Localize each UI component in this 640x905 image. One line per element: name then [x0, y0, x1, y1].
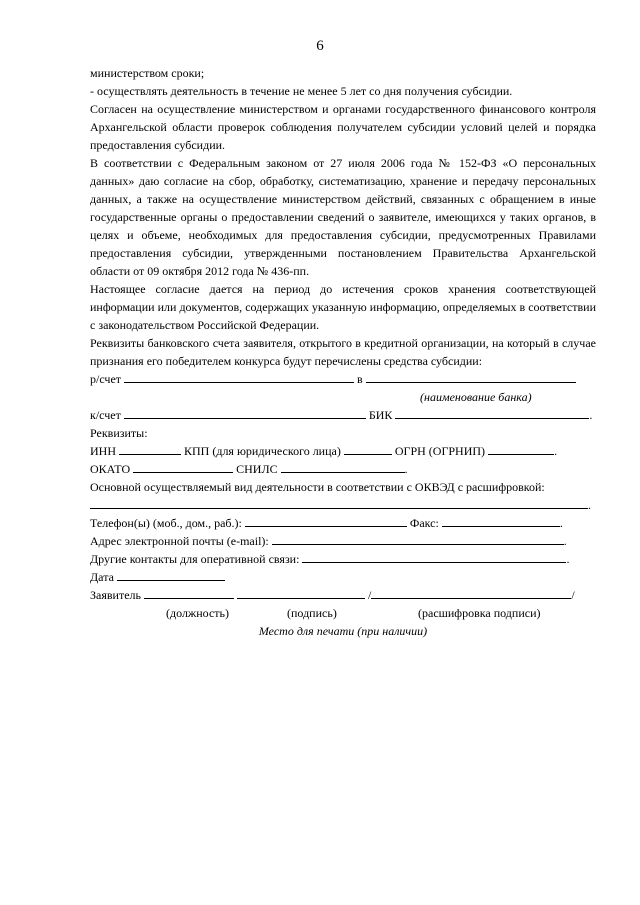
rs-label: р/счет	[90, 372, 122, 386]
ks-label: к/счет	[90, 408, 121, 422]
snils-label: СНИЛС	[236, 462, 278, 476]
rs-field[interactable]	[124, 370, 354, 383]
decoding-caption: (расшифровка подписи)	[418, 606, 541, 620]
email-label: Адрес электронной почты (e-mail):	[90, 534, 269, 548]
okato-row: ОКАТО СНИЛС .	[90, 462, 408, 476]
inn-row: ИНН КПП (для юридического лица) ОГРН (ОГРНИП) .	[90, 444, 558, 458]
paragraph: министерством сроки;	[90, 66, 205, 80]
paragraph: В соответствии с Федеральным законом от 27 июля 2006 года № 152-ФЗ «О персональных данных» даю согласие на сбор, обработку, систематизацию, хранение и передачу персональных данных, а также на осуществление министерством действий, связанных с обращением в иные государственные органы о предоставлении сведений о заявителе, имеющихся у таких органов, в целях и объеме, необходимых для предоставления субсидии, предусмотренных Правилами предоставления субсидии, утвержденными постановлением Правительства Архангельской области от 09 октября 2012 года № 436-пп.	[90, 156, 596, 278]
date-field[interactable]	[117, 568, 225, 581]
okved-label: Основной осуществляемый вид деятельности в соответствии с ОКВЭД с расшифровкой:	[90, 480, 545, 494]
email-field[interactable]	[272, 532, 564, 545]
contacts-field[interactable]	[302, 550, 566, 563]
applicant-label: Заявитель	[90, 588, 141, 602]
contacts-label: Другие контакты для оперативной связи:	[90, 552, 300, 566]
ks-row: к/счет БИК .	[90, 408, 593, 422]
inn-field[interactable]	[119, 442, 181, 455]
paragraph: Реквизиты банковского счета заявителя, открытого в кредитной организации, на который в случае признания его победителем конкурса будут перечислены средства субсидии:	[90, 336, 596, 368]
email-row: Адрес электронной почты (e-mail): .	[90, 534, 567, 548]
bik-field[interactable]	[395, 406, 589, 419]
phone-field[interactable]	[245, 514, 407, 527]
fax-field[interactable]	[442, 514, 560, 527]
okato-label: ОКАТО	[90, 462, 131, 476]
inn-label: ИНН	[90, 444, 116, 458]
page-number: 6	[316, 38, 324, 54]
contacts-row: Другие контакты для оперативной связи: .	[90, 552, 570, 566]
account-row	[90, 370, 596, 388]
fax-label: Факс:	[409, 516, 439, 530]
kpp-field[interactable]	[344, 442, 392, 455]
position-field[interactable]	[144, 586, 234, 599]
snils-field[interactable]	[281, 460, 405, 473]
paragraph: Согласен на осуществление министерством и органами государственного финансового контроля Архангельской области проверок соблюдения получателем субсидии условий целей и порядка предоставления субсидии.	[90, 102, 596, 152]
paragraph: Настоящее согласие дается на период до истечения сроков хранения соответствующей информации или документов, содержащих указанную информацию, определяемых в соответствии с законодательством Российской Федерации.	[90, 282, 596, 332]
date-row	[90, 568, 596, 586]
ogrn-label: ОГРН (ОГРНИП)	[394, 444, 486, 458]
signature-caption: (подпись)	[287, 606, 337, 620]
applicant-captions	[90, 604, 596, 622]
signature-decoding-field[interactable]	[371, 586, 571, 599]
phone-label: Телефон(ы) (моб., дом., раб.):	[90, 516, 242, 530]
date-label: Дата	[90, 570, 114, 584]
bank-name-field[interactable]	[366, 370, 576, 383]
ogrn-field[interactable]	[488, 442, 554, 455]
paragraph: - осуществлять деятельность в течение не менее 5 лет со дня получения субсидии.	[90, 84, 513, 98]
bank-in-label: в	[357, 372, 363, 386]
okved-row: .	[90, 496, 596, 514]
requisites-label: Реквизиты:	[90, 426, 148, 440]
ks-field[interactable]	[124, 406, 366, 419]
phone-row: Телефон(ы) (моб., дом., раб.): Факс: .	[90, 516, 563, 530]
stamp-caption: Место для печати (при наличии)	[258, 624, 428, 638]
applicant-row: Заявитель / /	[90, 588, 575, 602]
okved-field[interactable]	[90, 496, 588, 509]
okato-field[interactable]	[133, 460, 233, 473]
position-caption: (должность)	[166, 606, 229, 620]
bank-caption: (наименование банка)	[420, 390, 532, 404]
kpp-label: КПП (для юридического лица)	[184, 444, 341, 458]
bik-label: БИК	[368, 408, 393, 422]
document-body	[90, 64, 596, 640]
signature-field[interactable]	[237, 586, 365, 599]
